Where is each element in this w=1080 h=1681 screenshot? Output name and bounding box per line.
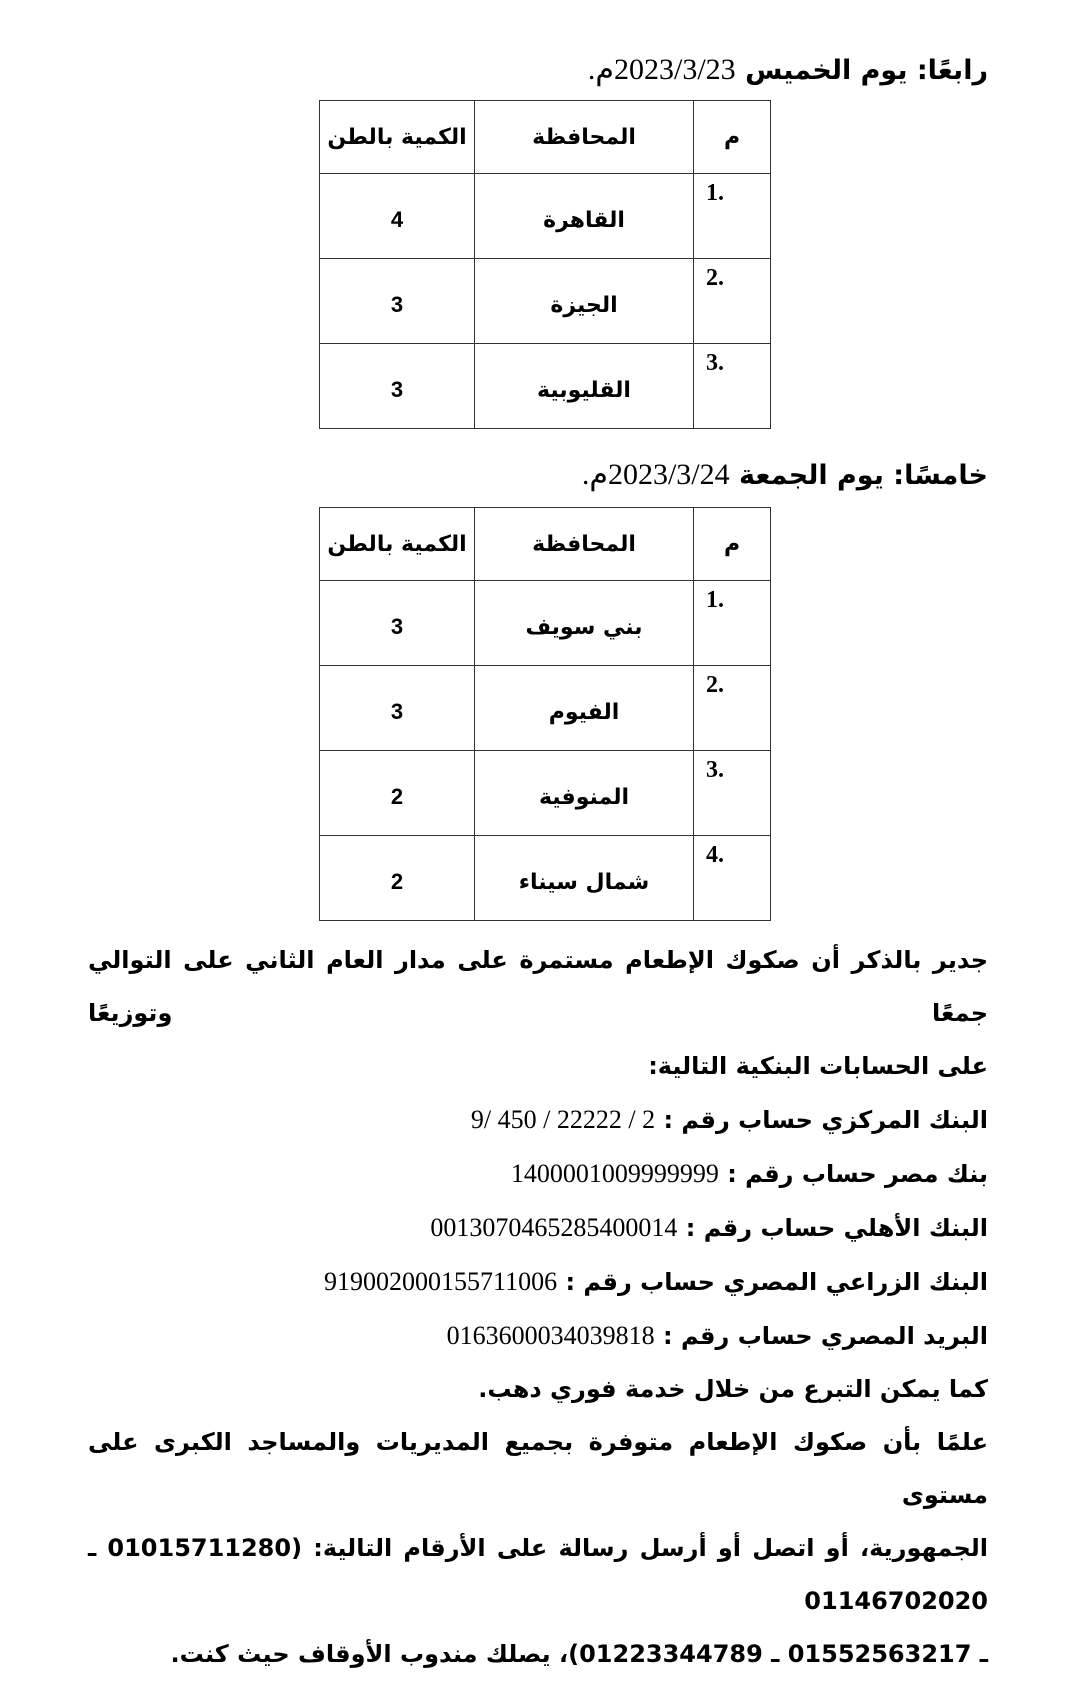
header-quantity: الكمية بالطن	[320, 508, 475, 581]
table-row	[320, 836, 771, 921]
row-number: 2.	[706, 265, 724, 291]
quantity-cell: 3	[320, 581, 475, 666]
table-row	[320, 259, 771, 344]
quantity-cell: 2	[320, 751, 475, 836]
header-quantity: الكمية بالطن	[320, 101, 475, 174]
account-label: بنك مصر حساب رقم :	[727, 1160, 988, 1188]
account-central-bank	[88, 1093, 988, 1147]
quantity-cell: 3	[320, 259, 475, 344]
number-cell	[694, 259, 771, 344]
governorate-cell: بني سويف	[475, 581, 694, 666]
section4-heading	[588, 50, 988, 91]
number-cell	[694, 344, 771, 429]
section5-date: 2023/3/24م.	[581, 458, 730, 491]
row-number: 4.	[706, 842, 724, 868]
section5-label: خامسًا: يوم الجمعة	[739, 460, 988, 491]
governorate-cell: القاهرة	[475, 174, 694, 259]
quantity-cell: 3	[320, 344, 475, 429]
table-header-row	[320, 508, 771, 581]
governorate-cell: القليوبية	[475, 344, 694, 429]
governorate-cell: شمال سيناء	[475, 836, 694, 921]
governorate-cell: المنوفية	[475, 751, 694, 836]
closing-line-1: علمًا بأن صكوك الإطعام متوفرة بجميع المديريات والمساجد الكبرى على مستوى	[88, 1428, 988, 1509]
account-label: البنك المركزي حساب رقم :	[663, 1106, 988, 1134]
number-cell	[694, 581, 771, 666]
account-number: 919002000155711006	[324, 1267, 558, 1296]
notes-section	[88, 934, 988, 1681]
table-row	[320, 751, 771, 836]
intro-line-1: جدير بالذكر أن صكوك الإطعام مستمرة على مدار العام الثاني على التوالي جمعًا وتوزيعًا	[88, 946, 988, 1027]
closing-line-3: ـ 01552563217 ـ 01223344789)، يصلك مندوب الأوقاف حيث كنت.	[170, 1640, 988, 1668]
distribution-table-thursday	[319, 100, 771, 429]
account-label: البنك الزراعي المصري حساب رقم :	[565, 1268, 988, 1296]
closing-line-2: الجمهورية، أو اتصل أو أرسل رسالة على الأرقام التالية: (01015711280 ـ 01146702020	[88, 1534, 989, 1615]
table-row	[320, 666, 771, 751]
governorate-cell: الجيزة	[475, 259, 694, 344]
account-number: 0013070465285400014	[430, 1213, 678, 1242]
account-number: 1400001009999999	[510, 1159, 719, 1188]
header-governorate: المحافظة	[475, 101, 694, 174]
quantity-cell: 2	[320, 836, 475, 921]
account-label: البنك الأهلي حساب رقم :	[685, 1214, 988, 1242]
number-cell	[694, 751, 771, 836]
header-number: م	[694, 101, 771, 174]
table-row	[320, 344, 771, 429]
fawry-line: كما يمكن التبرع من خلال خدمة فوري دهب.	[478, 1375, 988, 1403]
quantity-cell: 4	[320, 174, 475, 259]
account-number: 2 / 22222 / 450 /9	[470, 1105, 656, 1134]
account-number: 0163600034039818	[446, 1321, 655, 1350]
header-governorate: المحافظة	[475, 508, 694, 581]
row-number: 2.	[706, 672, 724, 698]
governorate-cell: الفيوم	[475, 666, 694, 751]
row-number: 1.	[706, 180, 724, 206]
distribution-table-friday	[319, 507, 771, 921]
row-number: 1.	[706, 587, 724, 613]
section4-label: رابعًا: يوم الخميس	[745, 55, 988, 86]
number-cell	[694, 666, 771, 751]
account-label: البريد المصري حساب رقم :	[663, 1322, 988, 1350]
number-cell	[694, 836, 771, 921]
quantity-cell: 3	[320, 666, 475, 751]
row-number: 3.	[706, 757, 724, 783]
intro-line-2: على الحسابات البنكية التالية:	[648, 1052, 988, 1080]
table-row	[320, 174, 771, 259]
account-egypt-post	[88, 1309, 988, 1363]
section5-heading	[582, 455, 988, 496]
row-number: 3.	[706, 350, 724, 376]
table-row	[320, 581, 771, 666]
section4-date: 2023/3/23م.	[587, 53, 736, 86]
number-cell	[694, 174, 771, 259]
account-banque-misr	[88, 1147, 988, 1201]
account-national-bank	[88, 1201, 988, 1255]
header-number: م	[694, 508, 771, 581]
account-agricultural-bank	[88, 1255, 988, 1309]
table-header-row	[320, 101, 771, 174]
